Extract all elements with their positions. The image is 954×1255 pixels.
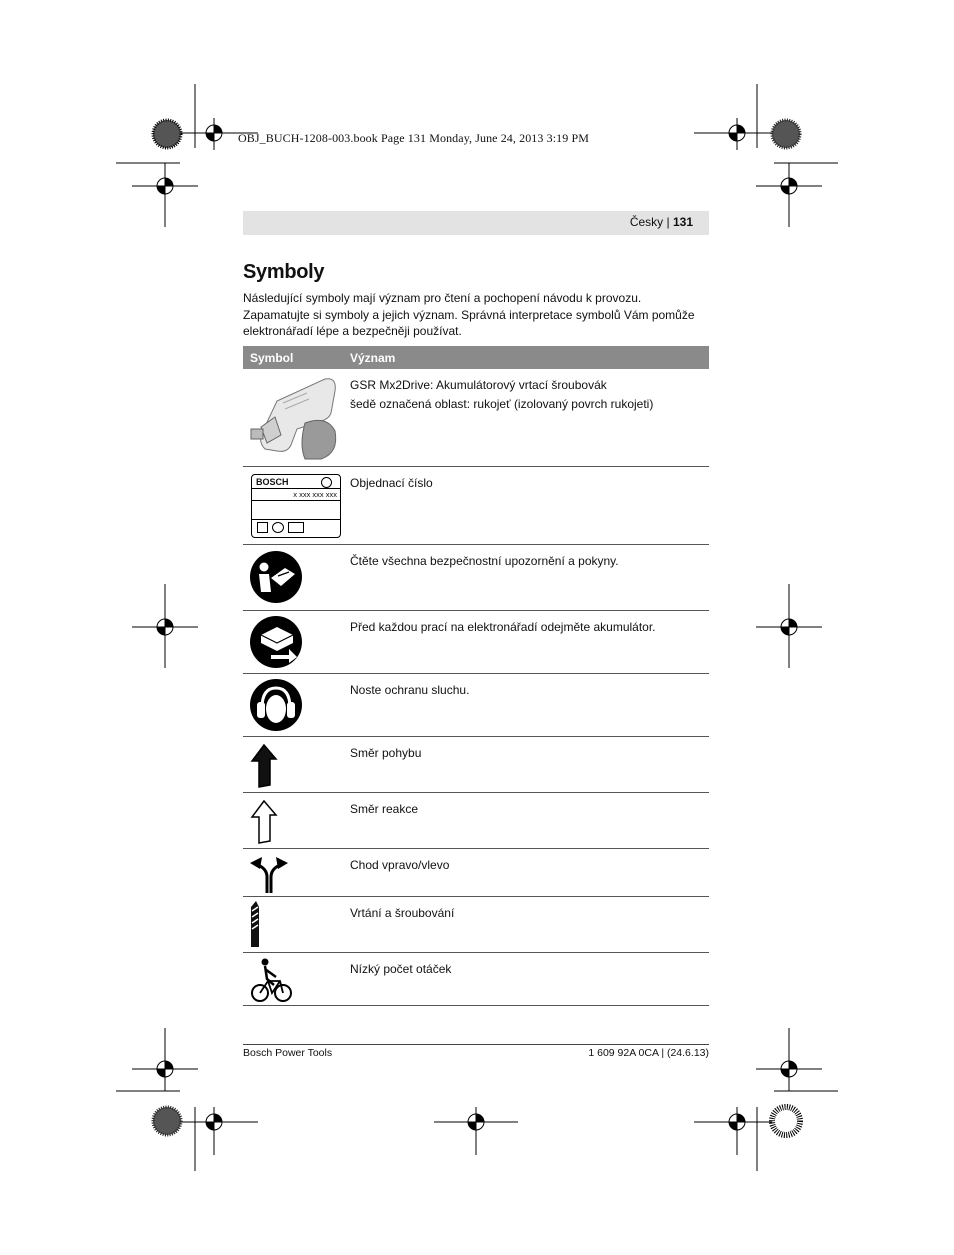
meaning-cell	[343, 896, 709, 952]
table-row	[243, 673, 709, 736]
table-row	[243, 952, 709, 1005]
symbol-cell	[243, 896, 343, 952]
table-row	[243, 848, 709, 896]
symbol-cell	[243, 792, 343, 848]
intro-paragraph: Následující symboly mají význam pro čtení a pochopení návodu k provozu. Zapamatujte si symboly a jejich význam. Správná interpretace symbolů Vám pomůže elektronářadí lépe a bezpečněji používat.	[243, 291, 695, 338]
footer-right: 1 609 92A 0CA | (24.6.13)	[588, 1047, 709, 1059]
symbols-table	[243, 346, 709, 1006]
meaning-text: Směr pohybu	[350, 745, 422, 760]
table-row	[243, 466, 709, 544]
meaning-text: GSR Mx2Drive: Akumulátorový vrtací šroubovák	[350, 378, 607, 392]
meaning-cell	[343, 792, 709, 848]
symbol-cell	[243, 544, 343, 610]
nameplate-circle-icon	[272, 522, 284, 533]
symbol-cell	[243, 369, 343, 466]
meaning-cell	[343, 848, 709, 896]
symbol-cell	[243, 848, 343, 896]
ear-protection-icon	[249, 678, 303, 732]
symbol-cell	[243, 610, 343, 673]
table-row	[243, 369, 709, 466]
meaning-text: Směr reakce	[350, 801, 419, 816]
footer-left: Bosch Power Tools	[243, 1047, 333, 1059]
footer-rule	[243, 1044, 709, 1045]
meaning-text: Chod vpravo/vlevo	[350, 857, 450, 872]
meaning-cell	[343, 673, 709, 736]
nameplate-rect-icon	[288, 522, 304, 533]
header-separator: |	[666, 215, 670, 229]
symbol-cell	[243, 466, 343, 544]
movement-arrow-icon	[250, 743, 280, 789]
symbol-cell	[243, 952, 343, 1005]
print-slug-line: OBJ_BUCH-1208-003.book Page 131 Monday, June 24, 2013 3:19 PM	[238, 131, 589, 145]
low-speed-cyclist-icon	[250, 957, 294, 1003]
section-title: Symboly	[243, 261, 325, 283]
meaning-text: Objednací číslo	[350, 475, 433, 490]
page-header-label	[630, 215, 693, 229]
nameplate-icon	[251, 474, 341, 538]
meaning-cell	[343, 610, 709, 673]
meaning-text: Nízký počet otáček	[350, 961, 452, 976]
table-row	[243, 896, 709, 952]
table-row	[243, 792, 709, 848]
page-number: 131	[672, 215, 693, 229]
drill-bit-icon	[249, 901, 263, 949]
reaction-arrow-icon	[250, 799, 280, 845]
page-header-bar	[243, 211, 709, 235]
remove-battery-icon	[249, 615, 303, 669]
table-row	[243, 544, 709, 610]
header-symbol: Symbol	[243, 346, 343, 369]
table-row	[243, 610, 709, 673]
meaning-cell	[343, 952, 709, 1005]
meaning-cell	[343, 736, 709, 792]
nameplate-brand: BOSCH	[256, 476, 289, 487]
header-meaning: Význam	[343, 346, 709, 369]
meaning-text: Čtěte všechna bezpečnostní upozornění a pokyny.	[350, 553, 619, 568]
bosch-armature-icon	[321, 477, 332, 488]
header-language: Česky	[629, 215, 664, 229]
nameplate-square-icon	[257, 522, 268, 533]
symbol-cell	[243, 673, 343, 736]
table-row	[243, 736, 709, 792]
forward-reverse-icon	[248, 853, 290, 895]
meaning-text: Vrtání a šroubování	[350, 905, 455, 920]
read-manual-icon	[249, 550, 303, 604]
meaning-text: šedě označená oblast: rukojeť (izolovaný povrch rukojeti)	[350, 397, 654, 411]
nameplate-number: x xxx xxx xxx	[293, 489, 337, 499]
table-header-row	[243, 346, 709, 369]
meaning-text: Před každou prací na elektronářadí odejměte akumulátor.	[350, 619, 656, 634]
meaning-cell	[343, 466, 709, 544]
symbol-cell	[243, 736, 343, 792]
cordless-screwdriver-icon	[247, 373, 343, 465]
meaning-cell	[343, 369, 709, 466]
meaning-text: Noste ochranu sluchu.	[350, 682, 470, 697]
meaning-cell	[343, 544, 709, 610]
